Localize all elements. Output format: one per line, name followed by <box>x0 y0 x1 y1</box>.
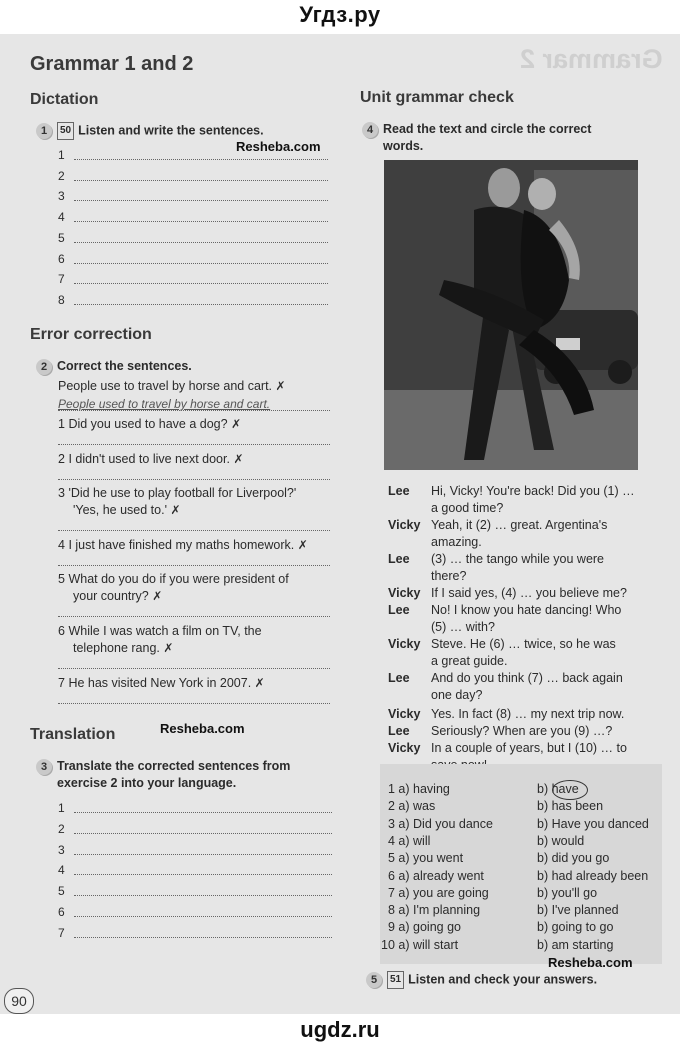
error-sentence <box>73 640 173 657</box>
audio-track-icon[interactable]: 50 <box>57 122 74 140</box>
line-number: 7 <box>58 272 65 287</box>
option-b[interactable]: b) I've planned <box>537 903 619 918</box>
example-sentence: People use to travel by horse and cart. ✗ <box>58 379 286 393</box>
dictation-line[interactable] <box>56 208 328 228</box>
item-number: 5 <box>58 572 65 586</box>
line-number: 1 <box>58 801 65 815</box>
dialogue-line <box>388 723 673 740</box>
line-number: 2 <box>58 821 65 836</box>
dialogue-text <box>431 551 671 585</box>
item-number: 7 <box>58 676 65 690</box>
answer-line[interactable] <box>58 703 330 704</box>
dialogue-text-line: there? <box>431 569 467 583</box>
option-a[interactable]: 7 a) you are going <box>388 885 489 900</box>
line-number: 2 <box>58 168 65 183</box>
answer-line[interactable] <box>74 812 332 813</box>
unit-grammar-check-heading: Unit grammar check <box>360 89 514 106</box>
exercise-3-instruction-1: Translate the corrected sentences from <box>57 759 291 773</box>
dialogue-text-line: Hi, Vicky! You're back! Did you (1) … <box>431 484 635 498</box>
answer-line[interactable] <box>74 833 332 834</box>
dialogue-text-line: In a couple of years, but I (10) … to <box>431 741 627 755</box>
dialogue-text-line: If I said yes, (4) … you believe me? <box>431 586 627 600</box>
exercise-number-badge: 2 <box>36 359 52 375</box>
line-number: 6 <box>58 251 65 266</box>
option-a[interactable]: 8 a) I'm planning <box>388 903 481 918</box>
sentence-text: 'Yes, he used to.' <box>73 503 167 517</box>
audio-track-icon[interactable]: 51 <box>387 971 404 989</box>
exercise-number-badge: 4 <box>362 122 378 138</box>
option-b[interactable]: b) would <box>537 833 585 848</box>
speaker-name: Lee <box>388 552 410 566</box>
translation-line[interactable] <box>56 903 332 923</box>
option-b[interactable]: b) Have you danced <box>537 816 649 831</box>
dialogue-text <box>431 483 671 517</box>
translation-line[interactable] <box>56 820 332 840</box>
option-a[interactable]: 5 a) you went <box>388 851 464 866</box>
answer-line[interactable] <box>58 616 330 617</box>
sentence-text: 'Did he use to play football for Liverpool?' <box>68 486 297 500</box>
translation-line[interactable] <box>56 882 332 902</box>
dialogue-text-line: a good time? <box>431 501 504 515</box>
translation-line[interactable] <box>56 841 332 861</box>
sentence-text: Did you used to have a dog? <box>68 417 228 431</box>
dialogue-line <box>388 636 673 670</box>
wrong-mark: ✗ <box>254 676 265 690</box>
option-a[interactable]: 6 a) already went <box>388 868 484 883</box>
answer-line[interactable] <box>74 874 332 875</box>
dictation-line[interactable] <box>56 187 328 207</box>
sentence-text: telephone rang. <box>73 641 160 655</box>
wrong-mark: ✗ <box>233 452 244 466</box>
line-number: 4 <box>58 863 65 878</box>
answer-line[interactable] <box>74 854 332 855</box>
dialogue-text <box>431 670 671 704</box>
wrong-mark: ✗ <box>163 641 174 655</box>
dialogue-line <box>388 602 673 636</box>
option-b[interactable]: b) has been <box>537 799 604 814</box>
item-number: 3 <box>58 486 65 500</box>
error-sentence <box>73 502 181 519</box>
answer-line[interactable] <box>74 895 332 896</box>
exercise-number-badge: 1 <box>36 123 52 139</box>
option-b[interactable]: b) did you go <box>537 851 610 866</box>
watermark: Resheba.com <box>236 139 321 154</box>
wrong-mark: ✗ <box>297 538 308 552</box>
exercise-5-instruction: Listen and check your answers. <box>408 972 598 987</box>
option-a[interactable]: 10 a) will start <box>381 937 459 952</box>
option-b[interactable]: b) am starting <box>537 937 614 952</box>
dictation-line[interactable] <box>56 291 328 311</box>
tango-photo <box>384 160 638 470</box>
exercise-3-instruction-2: exercise 2 into your language. <box>57 775 237 790</box>
sentence-text: What do you do if you were president of <box>68 572 289 586</box>
answer-line[interactable] <box>74 221 328 222</box>
dictation-line[interactable] <box>56 146 328 166</box>
error-sentence <box>73 588 162 605</box>
line-number: 3 <box>58 189 65 204</box>
line-number: 3 <box>58 842 65 857</box>
dictation-line[interactable] <box>56 250 328 270</box>
speaker-name: Vicky <box>388 586 421 600</box>
dialogue-text-line: Yeah, it (2) … great. Argentina's <box>431 518 608 532</box>
item-number: 4 <box>58 538 65 552</box>
speaker-name: Lee <box>388 484 410 498</box>
dialogue-line <box>388 585 673 602</box>
error-sentence <box>58 485 296 502</box>
sentence-text: I didn't used to live next door. <box>68 452 230 466</box>
watermark: Resheba.com <box>548 955 633 970</box>
error-sentence <box>58 571 289 588</box>
option-a[interactable]: 1 a) having <box>388 782 450 796</box>
exercise-2-header <box>36 358 192 375</box>
dialogue-text <box>431 706 671 723</box>
wrong-mark: ✗ <box>152 589 163 603</box>
exercise-1-header <box>36 122 264 140</box>
translation-line[interactable] <box>56 861 332 881</box>
exercise-4-header <box>362 121 591 154</box>
sentence-text: While I was watch a film on TV, the <box>68 624 262 638</box>
option-a[interactable]: 3 a) Did you dance <box>388 816 493 831</box>
error-sentence <box>58 537 308 554</box>
line-number: 4 <box>58 210 65 225</box>
wrong-mark: ✗ <box>170 503 181 517</box>
answer-line[interactable] <box>74 937 332 938</box>
example-answer: People used to travel by horse and cart. <box>58 397 271 411</box>
sentence-text: your country? <box>73 589 149 603</box>
answer-line[interactable] <box>74 159 328 160</box>
line-number: 7 <box>58 925 65 940</box>
exercise-number-badge: 5 <box>366 972 382 988</box>
option-b[interactable]: b) had already been <box>537 868 649 883</box>
dialogue-text-line: (5) … with? <box>431 620 495 634</box>
error-sentence <box>58 675 265 692</box>
dictation-line[interactable] <box>56 167 328 187</box>
line-number: 5 <box>58 230 65 245</box>
answer-line[interactable] <box>58 530 330 531</box>
answer-line[interactable] <box>74 242 328 243</box>
answer-line[interactable] <box>74 283 328 284</box>
site-title-top[interactable]: Угдз.ру <box>299 2 381 27</box>
exercise-1-instruction: Listen and write the sentences. <box>78 123 264 138</box>
answer-line[interactable] <box>58 410 330 411</box>
answer-line[interactable] <box>74 200 328 201</box>
speaker-name: Lee <box>388 724 410 738</box>
option-b[interactable]: b) going to go <box>537 920 614 935</box>
dialogue-text-line: No! I know you hate dancing! Who <box>431 603 622 617</box>
translation-line[interactable] <box>56 924 332 944</box>
option-a[interactable]: 4 a) will <box>388 833 431 848</box>
bleed-through-title: Grammar 2 <box>520 44 663 74</box>
dialogue-text-line: (3) … the tango while you were <box>431 552 605 566</box>
item-number: 6 <box>58 624 65 638</box>
answer-line[interactable] <box>58 668 330 669</box>
answer-line[interactable] <box>58 565 330 566</box>
speaker-name: Lee <box>388 603 410 617</box>
dialogue-text-line: Seriously? When are you (9) …? <box>431 724 613 738</box>
translation-line[interactable] <box>56 799 332 819</box>
answer-line[interactable] <box>74 916 332 917</box>
wrong-mark: ✗ <box>231 417 242 431</box>
watermark: Resheba.com <box>160 721 245 736</box>
answer-line[interactable] <box>74 263 328 264</box>
speaker-name: Vicky <box>388 707 421 721</box>
dialogue-text <box>431 636 671 670</box>
error-sentence <box>58 623 262 640</box>
item-number: 2 <box>58 452 65 466</box>
answer-line[interactable] <box>74 304 328 305</box>
answer-line[interactable] <box>58 479 330 480</box>
dialogue-text-line: amazing. <box>431 535 482 549</box>
exercise-3-header <box>36 758 290 791</box>
answer-line[interactable] <box>74 180 328 181</box>
error-sentence <box>58 451 244 468</box>
line-number: 5 <box>58 884 65 899</box>
answer-line[interactable] <box>58 444 330 445</box>
option-b[interactable]: b) you'll go <box>537 885 598 900</box>
line-number: 1 <box>58 148 65 162</box>
dialogue-text <box>431 517 671 551</box>
exercise-2-instruction: Correct the sentences. <box>57 359 192 373</box>
dialogue-line <box>388 483 673 517</box>
speaker-name: Vicky <box>388 518 421 532</box>
dialogue-line <box>388 706 673 723</box>
dialogue-text <box>431 723 671 740</box>
line-number: 6 <box>58 905 65 919</box>
circled-answer-mark <box>552 780 588 800</box>
dialogue-text-line: Yes. In fact (8) … my next trip now. <box>431 707 625 721</box>
sentence-text: I just have finished my maths homework. <box>68 538 295 552</box>
option-a[interactable]: 2 a) was <box>388 799 436 814</box>
item-number: 1 <box>58 417 65 431</box>
exercise-4-instruction-2: words. <box>383 138 424 153</box>
sentence-text: He has visited New York in 2007. <box>68 676 252 690</box>
dictation-line[interactable] <box>56 229 328 249</box>
dialogue-line <box>388 517 673 551</box>
dictation-heading: Dictation <box>30 91 99 108</box>
dialogue-text-line: And do you think (7) … back again <box>431 671 623 685</box>
speaker-name: Vicky <box>388 741 421 755</box>
line-number: 8 <box>58 292 65 307</box>
exercise-number-badge: 3 <box>36 759 52 775</box>
tango-dancers-illustration <box>384 160 638 470</box>
dialogue-text-line: one day? <box>431 688 483 702</box>
error-correction-heading: Error correction <box>30 326 152 343</box>
dialogue-text-line: Steve. He (6) … twice, so he was <box>431 637 616 651</box>
exercise-4-instruction-1: Read the text and circle the correct <box>383 122 592 136</box>
dictation-line[interactable] <box>56 270 328 290</box>
dialogue-line <box>388 670 673 704</box>
speaker-name: Vicky <box>388 637 421 651</box>
exercise-5-header <box>366 971 597 989</box>
dialogue-line <box>388 551 673 585</box>
speaker-name: Lee <box>388 671 410 685</box>
page-title: Grammar 1 and 2 <box>30 53 194 75</box>
site-title-bottom[interactable]: ugdz.ru <box>300 1017 380 1042</box>
dialogue-text <box>431 602 671 636</box>
dialogue-text-line: a great guide. <box>431 654 508 668</box>
option-a[interactable]: 9 a) going go <box>388 920 461 935</box>
option-b[interactable]: b) have <box>537 782 579 796</box>
error-sentence <box>58 416 241 433</box>
page-number: 90 <box>4 988 34 1014</box>
translation-heading: Translation <box>30 726 116 743</box>
dialogue-text <box>431 585 671 602</box>
